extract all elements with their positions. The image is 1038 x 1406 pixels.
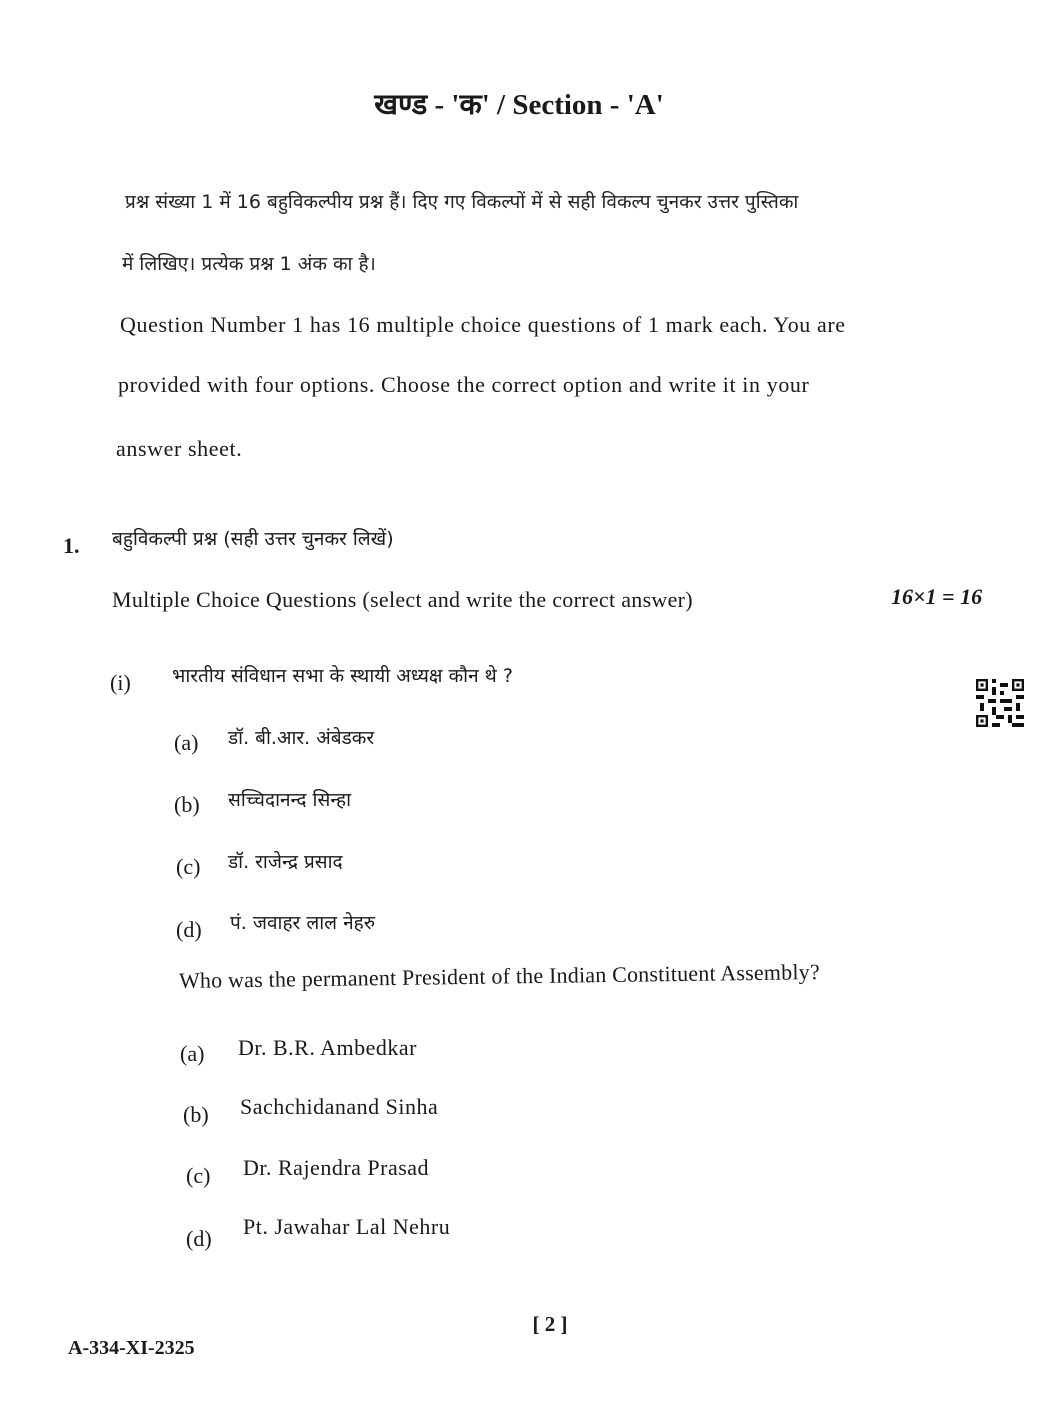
option-label-english-d: (d)	[186, 1226, 212, 1251]
qr-code-icon	[976, 679, 1024, 727]
option-text-english-a: Dr. B.R. Ambedkar	[238, 1035, 417, 1060]
subquestion-english-text: Who was the permanent President of the Indian Constituent Assembly?	[178, 959, 820, 993]
option-label-hindi-a: (a)	[174, 730, 199, 755]
page-number: [ 2 ]	[532, 1312, 568, 1336]
instruction-hindi-line1: प्रश्न संख्या 1 में 16 बहुविकल्पीय प्रश्न हैं। दिए गए विकल्पों में से सही विकल्प चुनकर उत्तर पुस्तिका	[125, 191, 799, 213]
question-marks: 16×1 = 16	[891, 584, 983, 609]
question-hindi-heading: बहुविकल्पी प्रश्न (सही उत्तर चुनकर लिखें)	[112, 528, 394, 550]
instruction-hindi-line2: में लिखिए। प्रत्येक प्रश्न 1 अंक का है।	[122, 253, 376, 275]
question-number: 1.	[63, 533, 80, 558]
option-text-english-d: Pt. Jawahar Lal Nehru	[243, 1214, 451, 1239]
option-text-hindi-c: डॉ. राजेन्द्र प्रसाद	[228, 851, 343, 873]
option-label-hindi-c: (c)	[176, 854, 201, 879]
option-text-hindi-a: डॉ. बी.आर. अंबेडकर	[228, 727, 375, 749]
option-text-english-c: Dr. Rajendra Prasad	[243, 1155, 430, 1180]
subquestion-label: (i)	[110, 670, 131, 695]
instruction-english-line3: answer sheet.	[116, 436, 243, 461]
option-text-hindi-d: पं. जवाहर लाल नेहरु	[230, 912, 376, 934]
option-label-english-a: (a)	[180, 1041, 205, 1066]
option-label-english-b: (b)	[183, 1102, 209, 1127]
instruction-english-line2: provided with four options. Choose the correct option and write it in your	[118, 372, 810, 397]
option-text-hindi-b: सच्चिदानन्द सिन्हा	[228, 789, 352, 811]
option-label-hindi-d: (d)	[176, 917, 202, 942]
instruction-english-line1: Question Number 1 has 16 multiple choice questions of 1 mark each. You are	[120, 312, 846, 337]
section-title: खण्ड - 'क' / Section - 'A'	[374, 89, 664, 121]
option-text-english-b: Sachchidanand Sinha	[240, 1094, 439, 1119]
option-label-english-c: (c)	[186, 1163, 211, 1188]
option-label-hindi-b: (b)	[174, 792, 200, 817]
paper-code: A-334-XI-2325	[68, 1337, 195, 1359]
question-english-heading: Multiple Choice Questions (select and write the correct answer)	[112, 587, 693, 612]
subquestion-hindi-text: भारतीय संविधान सभा के स्थायी अध्यक्ष कौन थे ?	[172, 665, 513, 687]
